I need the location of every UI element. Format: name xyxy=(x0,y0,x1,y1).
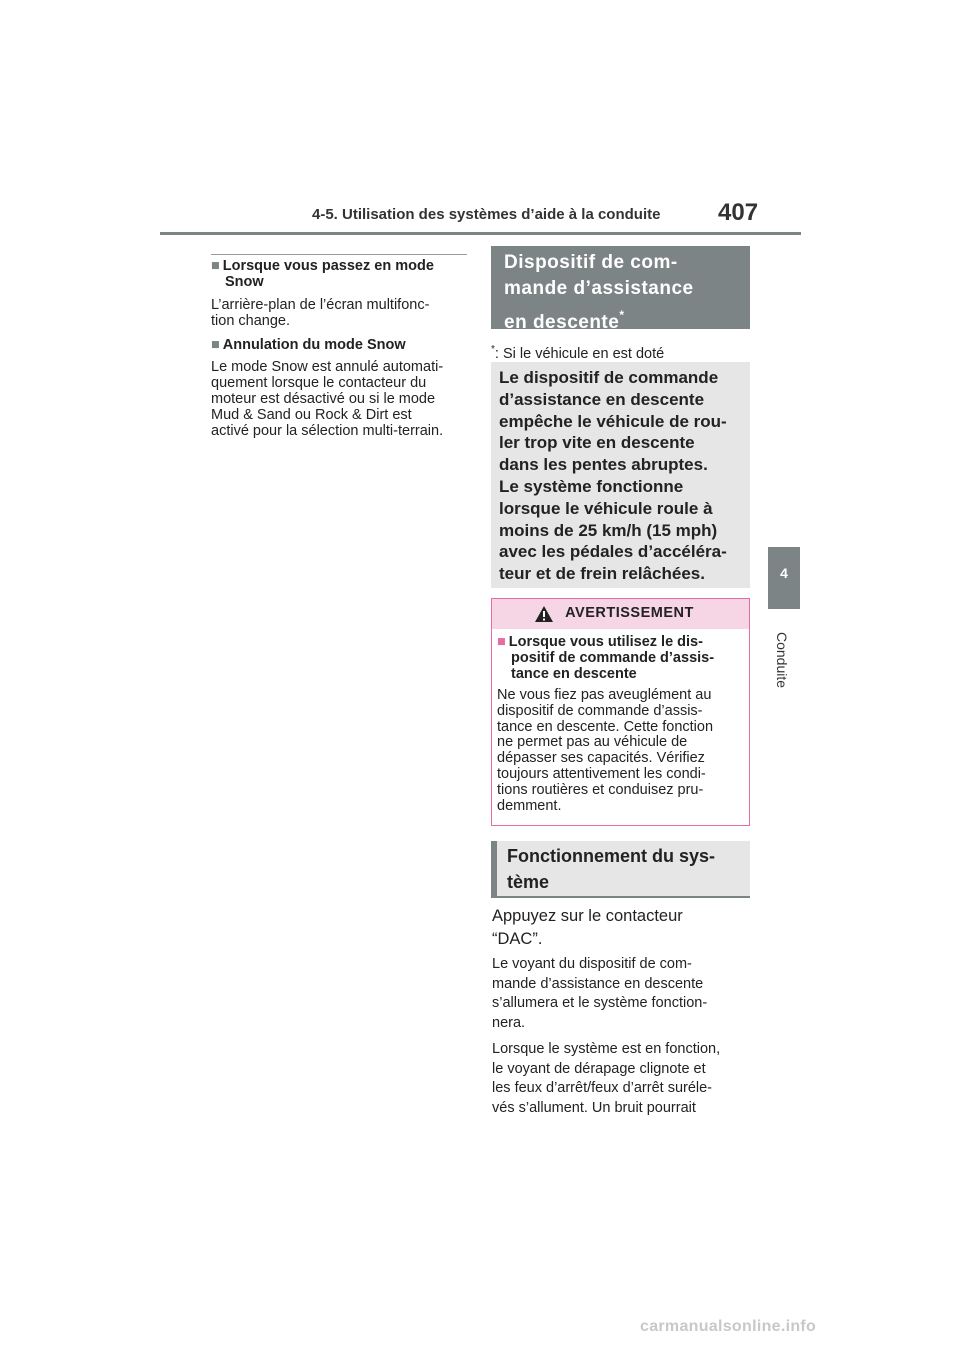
warning-header xyxy=(492,599,749,629)
watermark: carmanualsonline.info xyxy=(640,1318,817,1335)
page-number: 407 xyxy=(718,199,759,226)
chapter-tab xyxy=(768,547,800,609)
operation-heading-rule xyxy=(491,896,750,898)
chapter-number: 4 xyxy=(780,565,788,581)
section-title-box xyxy=(491,246,750,333)
warning-subheading: ■ Lorsque vous utilisez le dis- positif de commande d’assis- tance en descente xyxy=(497,634,715,682)
square-bullet-icon: ■ xyxy=(211,337,220,353)
operation-paragraph-2: Lorsque le système est en fonction, le voyant de dérapage clignote et les feux d’arrêt/feux d’arrêt suréle- vés s’allument. Un bruit pourrait xyxy=(492,1041,721,1116)
snow-heading: ■ Lorsque vous passez en mode Snow xyxy=(211,258,434,290)
snow-body: L’arrière-plan de l’écran multifonc- tion change. xyxy=(211,297,430,329)
operation-step: Appuyez sur le contacteur “DAC”. xyxy=(492,907,683,948)
cancel-body: Le mode Snow est annulé automati- quement lorsque le contacteur du moteur est désactivé ou si le mode Mud & Sand ou Rock & Dirt est activé pour la sélection multi-terrain. xyxy=(211,359,444,439)
header-section-title: 4-5. Utilisation des systèmes d’aide à la conduite xyxy=(312,206,661,223)
square-bullet-icon: ■ xyxy=(497,634,506,650)
intro-box xyxy=(491,362,750,588)
operation-heading-box xyxy=(491,841,750,896)
warning-body: Ne vous fiez pas aveuglément au dispositif de commande d’assis- tance en descente. Cette fonction ne permet pas au véhicule de dépasser ses capacités. Vérifiez toujours attentivement les condi- tions routières et conduisez pru- demment. xyxy=(497,687,714,814)
header-rule xyxy=(160,232,801,235)
chapter-label: Conduite xyxy=(774,631,790,689)
cancel-heading: ■ Annulation du mode Snow xyxy=(211,337,406,353)
intro-text: Le dispositif de commande d’assistance en descente empêche le véhicule de rou- ler trop vite en descente dans les pentes abruptes. Le système fonctionne lorsque le véhicule roule à moins de 25 km/h (15 mph) avec les pédales d’accéléra- teur et de frein relâchées. xyxy=(499,368,727,584)
operation-heading: Fonctionnement du sys- tème xyxy=(507,846,716,892)
operation-paragraph-1: Le voyant du dispositif de com- mande d’assistance en descente s’allumera et le système fonction- nera. xyxy=(492,956,708,1031)
section-title: Dispositif de com- mande d’assistance en descente* xyxy=(504,252,694,333)
warning-title: AVERTISSEMENT xyxy=(565,605,694,621)
square-bullet-icon: ■ xyxy=(211,258,220,274)
availability-footnote: *: Si le véhicule en est doté xyxy=(491,344,665,362)
warning-box xyxy=(491,598,750,826)
left-column-rule xyxy=(211,254,467,255)
